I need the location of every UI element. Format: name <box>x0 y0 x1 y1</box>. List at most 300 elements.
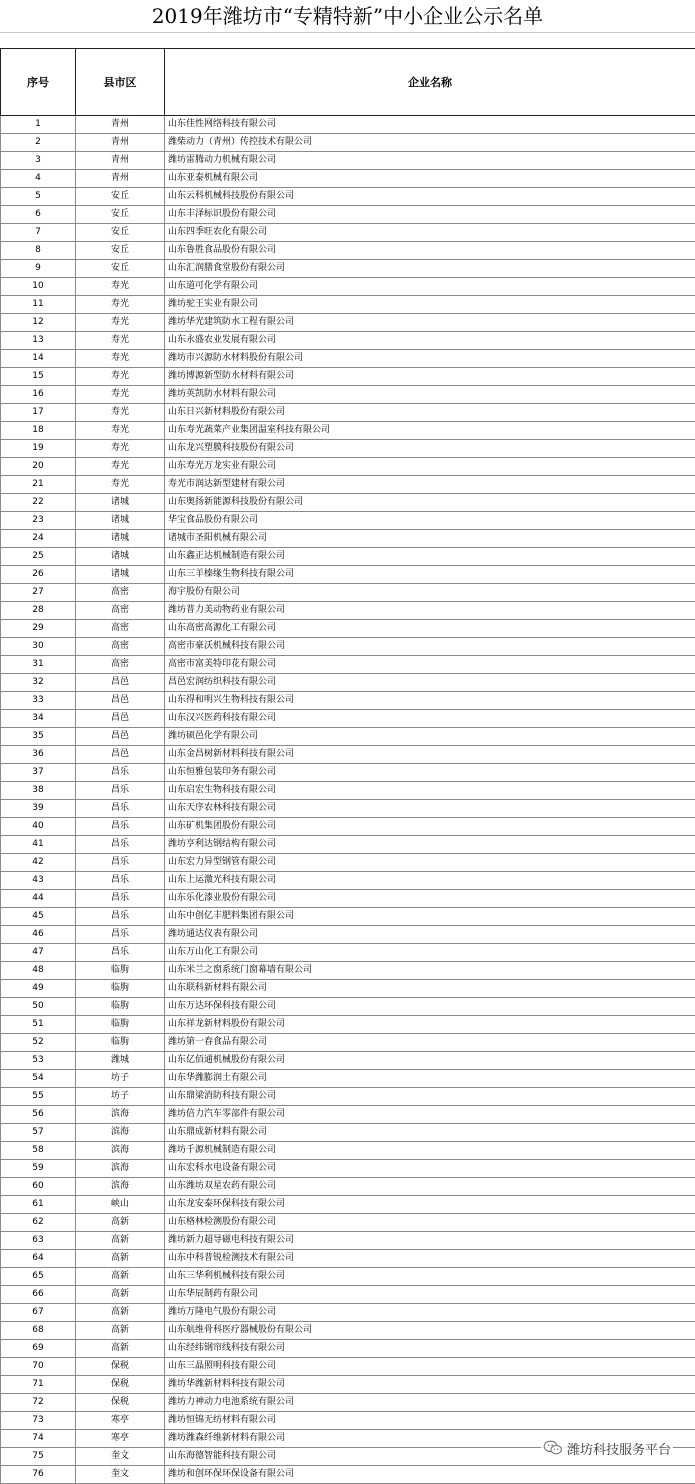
table-row <box>1 1232 695 1250</box>
row-company-name: 山东乐化漆业股份有限公司 <box>165 890 695 908</box>
row-district: 高新 <box>76 1250 165 1268</box>
row-seq: 67 <box>1 1304 76 1322</box>
row-district: 安丘 <box>76 224 165 242</box>
row-company-name: 潍坊华光建筑防水工程有限公司 <box>165 314 695 332</box>
row-seq: 74 <box>1 1430 76 1448</box>
table-row <box>1 962 695 980</box>
row-company-name: 潍坊雷腾动力机械有限公司 <box>165 152 695 170</box>
row-seq: 55 <box>1 1088 76 1106</box>
row-district: 高新 <box>76 1214 165 1232</box>
table-row <box>1 134 695 152</box>
row-seq: 23 <box>1 512 76 530</box>
row-company-name: 山东丰泽标识股份有限公司 <box>165 206 695 224</box>
row-company-name: 潍坊千源机械制造有限公司 <box>165 1142 695 1160</box>
row-company-name: 昌邑宏润纺织科技有限公司 <box>165 674 695 692</box>
row-company-name: 山东潍坊双星农药有限公司 <box>165 1178 695 1196</box>
row-seq: 3 <box>1 152 76 170</box>
row-company-name: 山东上运激光科技有限公司 <box>165 872 695 890</box>
row-district: 坊子 <box>76 1070 165 1088</box>
row-seq: 18 <box>1 422 76 440</box>
row-seq: 24 <box>1 530 76 548</box>
row-district: 滨海 <box>76 1178 165 1196</box>
row-district: 滨海 <box>76 1106 165 1124</box>
row-seq: 54 <box>1 1070 76 1088</box>
table-row <box>1 980 695 998</box>
row-company-name: 山东龙兴塑膜科技股份有限公司 <box>165 440 695 458</box>
row-district: 寿光 <box>76 386 165 404</box>
row-district: 昌乐 <box>76 908 165 926</box>
row-district: 滨海 <box>76 1124 165 1142</box>
table-row <box>1 188 695 206</box>
watermark <box>541 1437 673 1459</box>
row-district: 昌邑 <box>76 674 165 692</box>
table-row <box>1 998 695 1016</box>
row-company-name: 潍坊恒锦无纺材料有限公司 <box>165 1412 695 1430</box>
row-company-name: 山东恒雅包装印务有限公司 <box>165 764 695 782</box>
row-company-name: 山东海德智能科技有限公司 <box>165 1448 695 1466</box>
row-district: 保税 <box>76 1394 165 1412</box>
row-district: 寿光 <box>76 350 165 368</box>
row-seq: 20 <box>1 458 76 476</box>
row-district: 昌乐 <box>76 818 165 836</box>
row-district: 峡山 <box>76 1196 165 1214</box>
row-seq: 73 <box>1 1412 76 1430</box>
row-seq: 14 <box>1 350 76 368</box>
row-company-name: 山东航维骨科医疗器械股份有限公司 <box>165 1322 695 1340</box>
table-row <box>1 1322 695 1340</box>
table-row <box>1 638 695 656</box>
table-row <box>1 1412 695 1430</box>
row-company-name: 潍坊华潍新材料科技有限公司 <box>165 1376 695 1394</box>
row-company-name: 山东宏科水电设备有限公司 <box>165 1160 695 1178</box>
table-row <box>1 1286 695 1304</box>
blank-row <box>0 32 695 48</box>
row-seq: 21 <box>1 476 76 494</box>
row-seq: 10 <box>1 278 76 296</box>
table-row <box>1 782 695 800</box>
row-seq: 7 <box>1 224 76 242</box>
row-district: 昌乐 <box>76 872 165 890</box>
row-seq: 41 <box>1 836 76 854</box>
row-district: 安丘 <box>76 242 165 260</box>
row-seq: 45 <box>1 908 76 926</box>
row-seq: 5 <box>1 188 76 206</box>
table-row <box>1 350 695 368</box>
table-row <box>1 890 695 908</box>
row-seq: 65 <box>1 1268 76 1286</box>
row-seq: 1 <box>1 116 76 134</box>
row-district: 安丘 <box>76 260 165 278</box>
header-company-name: 企业名称 <box>165 49 695 116</box>
row-company-name: 山东矿机集团股份有限公司 <box>165 818 695 836</box>
table-row <box>1 728 695 746</box>
row-seq: 66 <box>1 1286 76 1304</box>
row-company-name: 潍坊新力超导磁电科技有限公司 <box>165 1232 695 1250</box>
row-company-name: 高密市富美特印花有限公司 <box>165 656 695 674</box>
row-district: 潍城 <box>76 1052 165 1070</box>
row-company-name: 高密市豪沃机械科技有限公司 <box>165 638 695 656</box>
row-company-name: 山东汉兴医药科技有限公司 <box>165 710 695 728</box>
row-seq: 19 <box>1 440 76 458</box>
row-district: 寿光 <box>76 458 165 476</box>
row-seq: 25 <box>1 548 76 566</box>
row-district: 诸城 <box>76 494 165 512</box>
row-seq: 37 <box>1 764 76 782</box>
table-row <box>1 314 695 332</box>
row-seq: 46 <box>1 926 76 944</box>
row-company-name: 潍坊通达仪表有限公司 <box>165 926 695 944</box>
table-row <box>1 1250 695 1268</box>
row-district: 青州 <box>76 170 165 188</box>
table-row <box>1 566 695 584</box>
row-company-name: 山东格林检测股份有限公司 <box>165 1214 695 1232</box>
row-district: 坊子 <box>76 1088 165 1106</box>
row-district: 滨海 <box>76 1160 165 1178</box>
table-row <box>1 764 695 782</box>
table-row <box>1 386 695 404</box>
table-row <box>1 854 695 872</box>
table-row <box>1 872 695 890</box>
table-row <box>1 152 695 170</box>
row-company-name: 山东道可化学有限公司 <box>165 278 695 296</box>
table-row <box>1 1088 695 1106</box>
row-district: 安丘 <box>76 188 165 206</box>
row-seq: 49 <box>1 980 76 998</box>
table-row <box>1 530 695 548</box>
row-district: 昌乐 <box>76 800 165 818</box>
row-seq: 44 <box>1 890 76 908</box>
row-district: 高密 <box>76 620 165 638</box>
table-row <box>1 944 695 962</box>
table-row <box>1 1016 695 1034</box>
row-company-name: 山东佳性网络科技有限公司 <box>165 116 695 134</box>
row-company-name: 山东联科新材料有限公司 <box>165 980 695 998</box>
row-district: 寒亭 <box>76 1430 165 1448</box>
row-company-name: 山东奥扬新能源科技股份有限公司 <box>165 494 695 512</box>
table-row <box>1 296 695 314</box>
row-seq: 9 <box>1 260 76 278</box>
row-district: 寿光 <box>76 296 165 314</box>
table-row <box>1 746 695 764</box>
row-company-name: 山东鲁胜食品股份有限公司 <box>165 242 695 260</box>
table-row <box>1 422 695 440</box>
table-row <box>1 584 695 602</box>
row-seq: 70 <box>1 1358 76 1376</box>
row-company-name: 山东永盛农业发展有限公司 <box>165 332 695 350</box>
header-row <box>1 49 695 116</box>
row-seq: 27 <box>1 584 76 602</box>
row-company-name: 山东寿光蔬菜产业集团温室科技有限公司 <box>165 422 695 440</box>
row-company-name: 山东鼎梁消防科技有限公司 <box>165 1088 695 1106</box>
row-district: 滨海 <box>76 1142 165 1160</box>
row-district: 临朐 <box>76 980 165 998</box>
row-seq: 22 <box>1 494 76 512</box>
row-seq: 53 <box>1 1052 76 1070</box>
row-company-name: 山东中创亿丰肥料集团有限公司 <box>165 908 695 926</box>
row-seq: 57 <box>1 1124 76 1142</box>
table-row <box>1 1394 695 1412</box>
spreadsheet <box>0 32 695 1484</box>
row-company-name: 山东鼎成新材料有限公司 <box>165 1124 695 1142</box>
row-district: 保税 <box>76 1376 165 1394</box>
row-district: 寒亭 <box>76 1412 165 1430</box>
row-seq: 61 <box>1 1196 76 1214</box>
row-seq: 48 <box>1 962 76 980</box>
table-row <box>1 332 695 350</box>
row-seq: 40 <box>1 818 76 836</box>
row-company-name: 山东亚泰机械有限公司 <box>165 170 695 188</box>
table-row <box>1 1196 695 1214</box>
row-seq: 33 <box>1 692 76 710</box>
row-district: 诸城 <box>76 512 165 530</box>
table-row <box>1 278 695 296</box>
row-company-name: 山东云科机械科技股份有限公司 <box>165 188 695 206</box>
row-company-name: 山东米兰之窗系统门窗幕墙有限公司 <box>165 962 695 980</box>
row-seq: 12 <box>1 314 76 332</box>
table-row <box>1 476 695 494</box>
row-district: 奎文 <box>76 1466 165 1484</box>
company-table <box>0 48 695 1484</box>
table-row <box>1 620 695 638</box>
row-seq: 26 <box>1 566 76 584</box>
row-district: 高密 <box>76 602 165 620</box>
row-company-name: 潍柴动力（青州）传控技术有限公司 <box>165 134 695 152</box>
row-district: 寿光 <box>76 404 165 422</box>
table-row <box>1 1052 695 1070</box>
row-seq: 43 <box>1 872 76 890</box>
row-company-name: 山东四季旺农化有限公司 <box>165 224 695 242</box>
table-row <box>1 368 695 386</box>
row-company-name: 潍坊万隆电气股份有限公司 <box>165 1304 695 1322</box>
row-district: 昌乐 <box>76 944 165 962</box>
row-district: 高新 <box>76 1322 165 1340</box>
table-row <box>1 1358 695 1376</box>
table-row <box>1 170 695 188</box>
row-company-name: 潍坊普力美动物药业有限公司 <box>165 602 695 620</box>
table-row <box>1 1142 695 1160</box>
row-company-name: 山东龙安泰环保科技有限公司 <box>165 1196 695 1214</box>
row-seq: 13 <box>1 332 76 350</box>
row-company-name: 寿光市润达新型建材有限公司 <box>165 476 695 494</box>
row-district: 高密 <box>76 638 165 656</box>
row-district: 寿光 <box>76 332 165 350</box>
table-row <box>1 1160 695 1178</box>
row-seq: 29 <box>1 620 76 638</box>
row-district: 青州 <box>76 152 165 170</box>
row-district: 高新 <box>76 1304 165 1322</box>
row-company-name: 山东华潍膨润土有限公司 <box>165 1070 695 1088</box>
row-company-name: 山东鑫正达机械制造有限公司 <box>165 548 695 566</box>
row-company-name: 华宝食品股份有限公司 <box>165 512 695 530</box>
row-district: 昌乐 <box>76 782 165 800</box>
table-row <box>1 818 695 836</box>
row-district: 高新 <box>76 1268 165 1286</box>
wechat-icon <box>543 1440 563 1456</box>
row-district: 寿光 <box>76 440 165 458</box>
row-seq: 15 <box>1 368 76 386</box>
table-row <box>1 1376 695 1394</box>
row-seq: 51 <box>1 1016 76 1034</box>
row-seq: 6 <box>1 206 76 224</box>
table-row <box>1 692 695 710</box>
row-district: 昌乐 <box>76 836 165 854</box>
table-body <box>1 116 695 1484</box>
row-seq: 71 <box>1 1376 76 1394</box>
row-company-name: 潍坊市兴源防水材料股份有限公司 <box>165 350 695 368</box>
row-seq: 32 <box>1 674 76 692</box>
page-title: 2019年潍坊市“专精特新”中小企业公示名单 <box>0 0 695 32</box>
row-district: 临朐 <box>76 962 165 980</box>
row-district: 青州 <box>76 134 165 152</box>
table-row <box>1 908 695 926</box>
row-district: 高新 <box>76 1340 165 1358</box>
row-district: 高密 <box>76 584 165 602</box>
row-seq: 31 <box>1 656 76 674</box>
row-seq: 72 <box>1 1394 76 1412</box>
row-company-name: 山东天序农林科技有限公司 <box>165 800 695 818</box>
row-district: 诸城 <box>76 548 165 566</box>
row-district: 临朐 <box>76 1034 165 1052</box>
table-row <box>1 494 695 512</box>
header-seq: 序号 <box>1 49 76 116</box>
row-seq: 59 <box>1 1160 76 1178</box>
row-district: 寿光 <box>76 476 165 494</box>
row-seq: 58 <box>1 1142 76 1160</box>
row-company-name: 诸城市圣阳机械有限公司 <box>165 530 695 548</box>
row-district: 昌邑 <box>76 710 165 728</box>
row-seq: 68 <box>1 1322 76 1340</box>
row-district: 安丘 <box>76 206 165 224</box>
table-row <box>1 116 695 134</box>
row-seq: 16 <box>1 386 76 404</box>
row-company-name: 潍坊第一春食品有限公司 <box>165 1034 695 1052</box>
row-seq: 47 <box>1 944 76 962</box>
table-row <box>1 1268 695 1286</box>
table-row <box>1 1178 695 1196</box>
table-row <box>1 1124 695 1142</box>
row-seq: 64 <box>1 1250 76 1268</box>
row-district: 寿光 <box>76 314 165 332</box>
row-district: 高密 <box>76 656 165 674</box>
table-row <box>1 836 695 854</box>
row-seq: 38 <box>1 782 76 800</box>
row-district: 昌乐 <box>76 890 165 908</box>
row-company-name: 山东三华利机械科技有限公司 <box>165 1268 695 1286</box>
row-seq: 4 <box>1 170 76 188</box>
row-company-name: 海宇股份有限公司 <box>165 584 695 602</box>
table-row <box>1 512 695 530</box>
row-company-name: 山东汇润膳食堂股份有限公司 <box>165 260 695 278</box>
table-row <box>1 926 695 944</box>
row-company-name: 潍坊英凯防水材料有限公司 <box>165 386 695 404</box>
table-row <box>1 242 695 260</box>
row-company-name: 山东祥龙新材料股份有限公司 <box>165 1016 695 1034</box>
row-company-name: 山东得和明兴生物科技有限公司 <box>165 692 695 710</box>
table-row <box>1 1106 695 1124</box>
row-company-name: 山东经纬钢帘线科技有限公司 <box>165 1340 695 1358</box>
row-seq: 28 <box>1 602 76 620</box>
row-company-name: 山东亿佰通机械股份有限公司 <box>165 1052 695 1070</box>
table-row <box>1 1034 695 1052</box>
row-company-name: 山东高密高源化工有限公司 <box>165 620 695 638</box>
row-seq: 2 <box>1 134 76 152</box>
row-district: 青州 <box>76 116 165 134</box>
row-district: 寿光 <box>76 368 165 386</box>
row-seq: 76 <box>1 1466 76 1484</box>
row-district: 高新 <box>76 1232 165 1250</box>
row-seq: 52 <box>1 1034 76 1052</box>
row-seq: 60 <box>1 1178 76 1196</box>
table-row <box>1 548 695 566</box>
row-seq: 39 <box>1 800 76 818</box>
row-seq: 34 <box>1 710 76 728</box>
row-district: 昌乐 <box>76 764 165 782</box>
row-seq: 36 <box>1 746 76 764</box>
row-district: 诸城 <box>76 566 165 584</box>
watermark-text: 潍坊科技服务平台 <box>567 1439 671 1458</box>
row-company-name: 山东三晶照明科技有限公司 <box>165 1358 695 1376</box>
row-district: 奎文 <box>76 1448 165 1466</box>
row-seq: 42 <box>1 854 76 872</box>
row-seq: 62 <box>1 1214 76 1232</box>
row-seq: 50 <box>1 998 76 1016</box>
table-row <box>1 656 695 674</box>
row-company-name: 山东三羊榛缘生物科技有限公司 <box>165 566 695 584</box>
row-seq: 56 <box>1 1106 76 1124</box>
table-row <box>1 1340 695 1358</box>
table-row <box>1 1070 695 1088</box>
row-company-name: 山东华辰制药有限公司 <box>165 1286 695 1304</box>
row-district: 昌邑 <box>76 692 165 710</box>
row-district: 昌乐 <box>76 926 165 944</box>
row-district: 诸城 <box>76 530 165 548</box>
table-row <box>1 1466 695 1484</box>
row-seq: 63 <box>1 1232 76 1250</box>
row-company-name: 山东宏力异型钢管有限公司 <box>165 854 695 872</box>
table-row <box>1 710 695 728</box>
table-row <box>1 458 695 476</box>
row-district: 昌邑 <box>76 728 165 746</box>
table-row <box>1 602 695 620</box>
row-seq: 35 <box>1 728 76 746</box>
header-district: 县市区 <box>76 49 165 116</box>
row-company-name: 潍坊硕邑化学有限公司 <box>165 728 695 746</box>
row-district: 临朐 <box>76 1016 165 1034</box>
row-district: 寿光 <box>76 278 165 296</box>
row-district: 昌乐 <box>76 854 165 872</box>
row-seq: 75 <box>1 1448 76 1466</box>
row-company-name: 山东万山化工有限公司 <box>165 944 695 962</box>
row-seq: 69 <box>1 1340 76 1358</box>
table-row <box>1 800 695 818</box>
table-row <box>1 206 695 224</box>
row-company-name: 山东中科普锐检测技术有限公司 <box>165 1250 695 1268</box>
row-company-name: 山东万达环保科技有限公司 <box>165 998 695 1016</box>
table-row <box>1 1214 695 1232</box>
row-district: 高新 <box>76 1286 165 1304</box>
row-company-name: 山东金昌树新材料科技有限公司 <box>165 746 695 764</box>
row-company-name: 潍坊潍森纤维新材料有限公司 <box>165 1430 695 1448</box>
row-company-name: 潍坊亨利达钢结构有限公司 <box>165 836 695 854</box>
row-company-name: 潍坊博源新型防水材料有限公司 <box>165 368 695 386</box>
table-row <box>1 224 695 242</box>
row-seq: 30 <box>1 638 76 656</box>
row-company-name: 山东启宏生物科技有限公司 <box>165 782 695 800</box>
row-seq: 8 <box>1 242 76 260</box>
row-company-name: 潍坊和创环保环保设备有限公司 <box>165 1466 695 1484</box>
row-seq: 11 <box>1 296 76 314</box>
table-row <box>1 404 695 422</box>
